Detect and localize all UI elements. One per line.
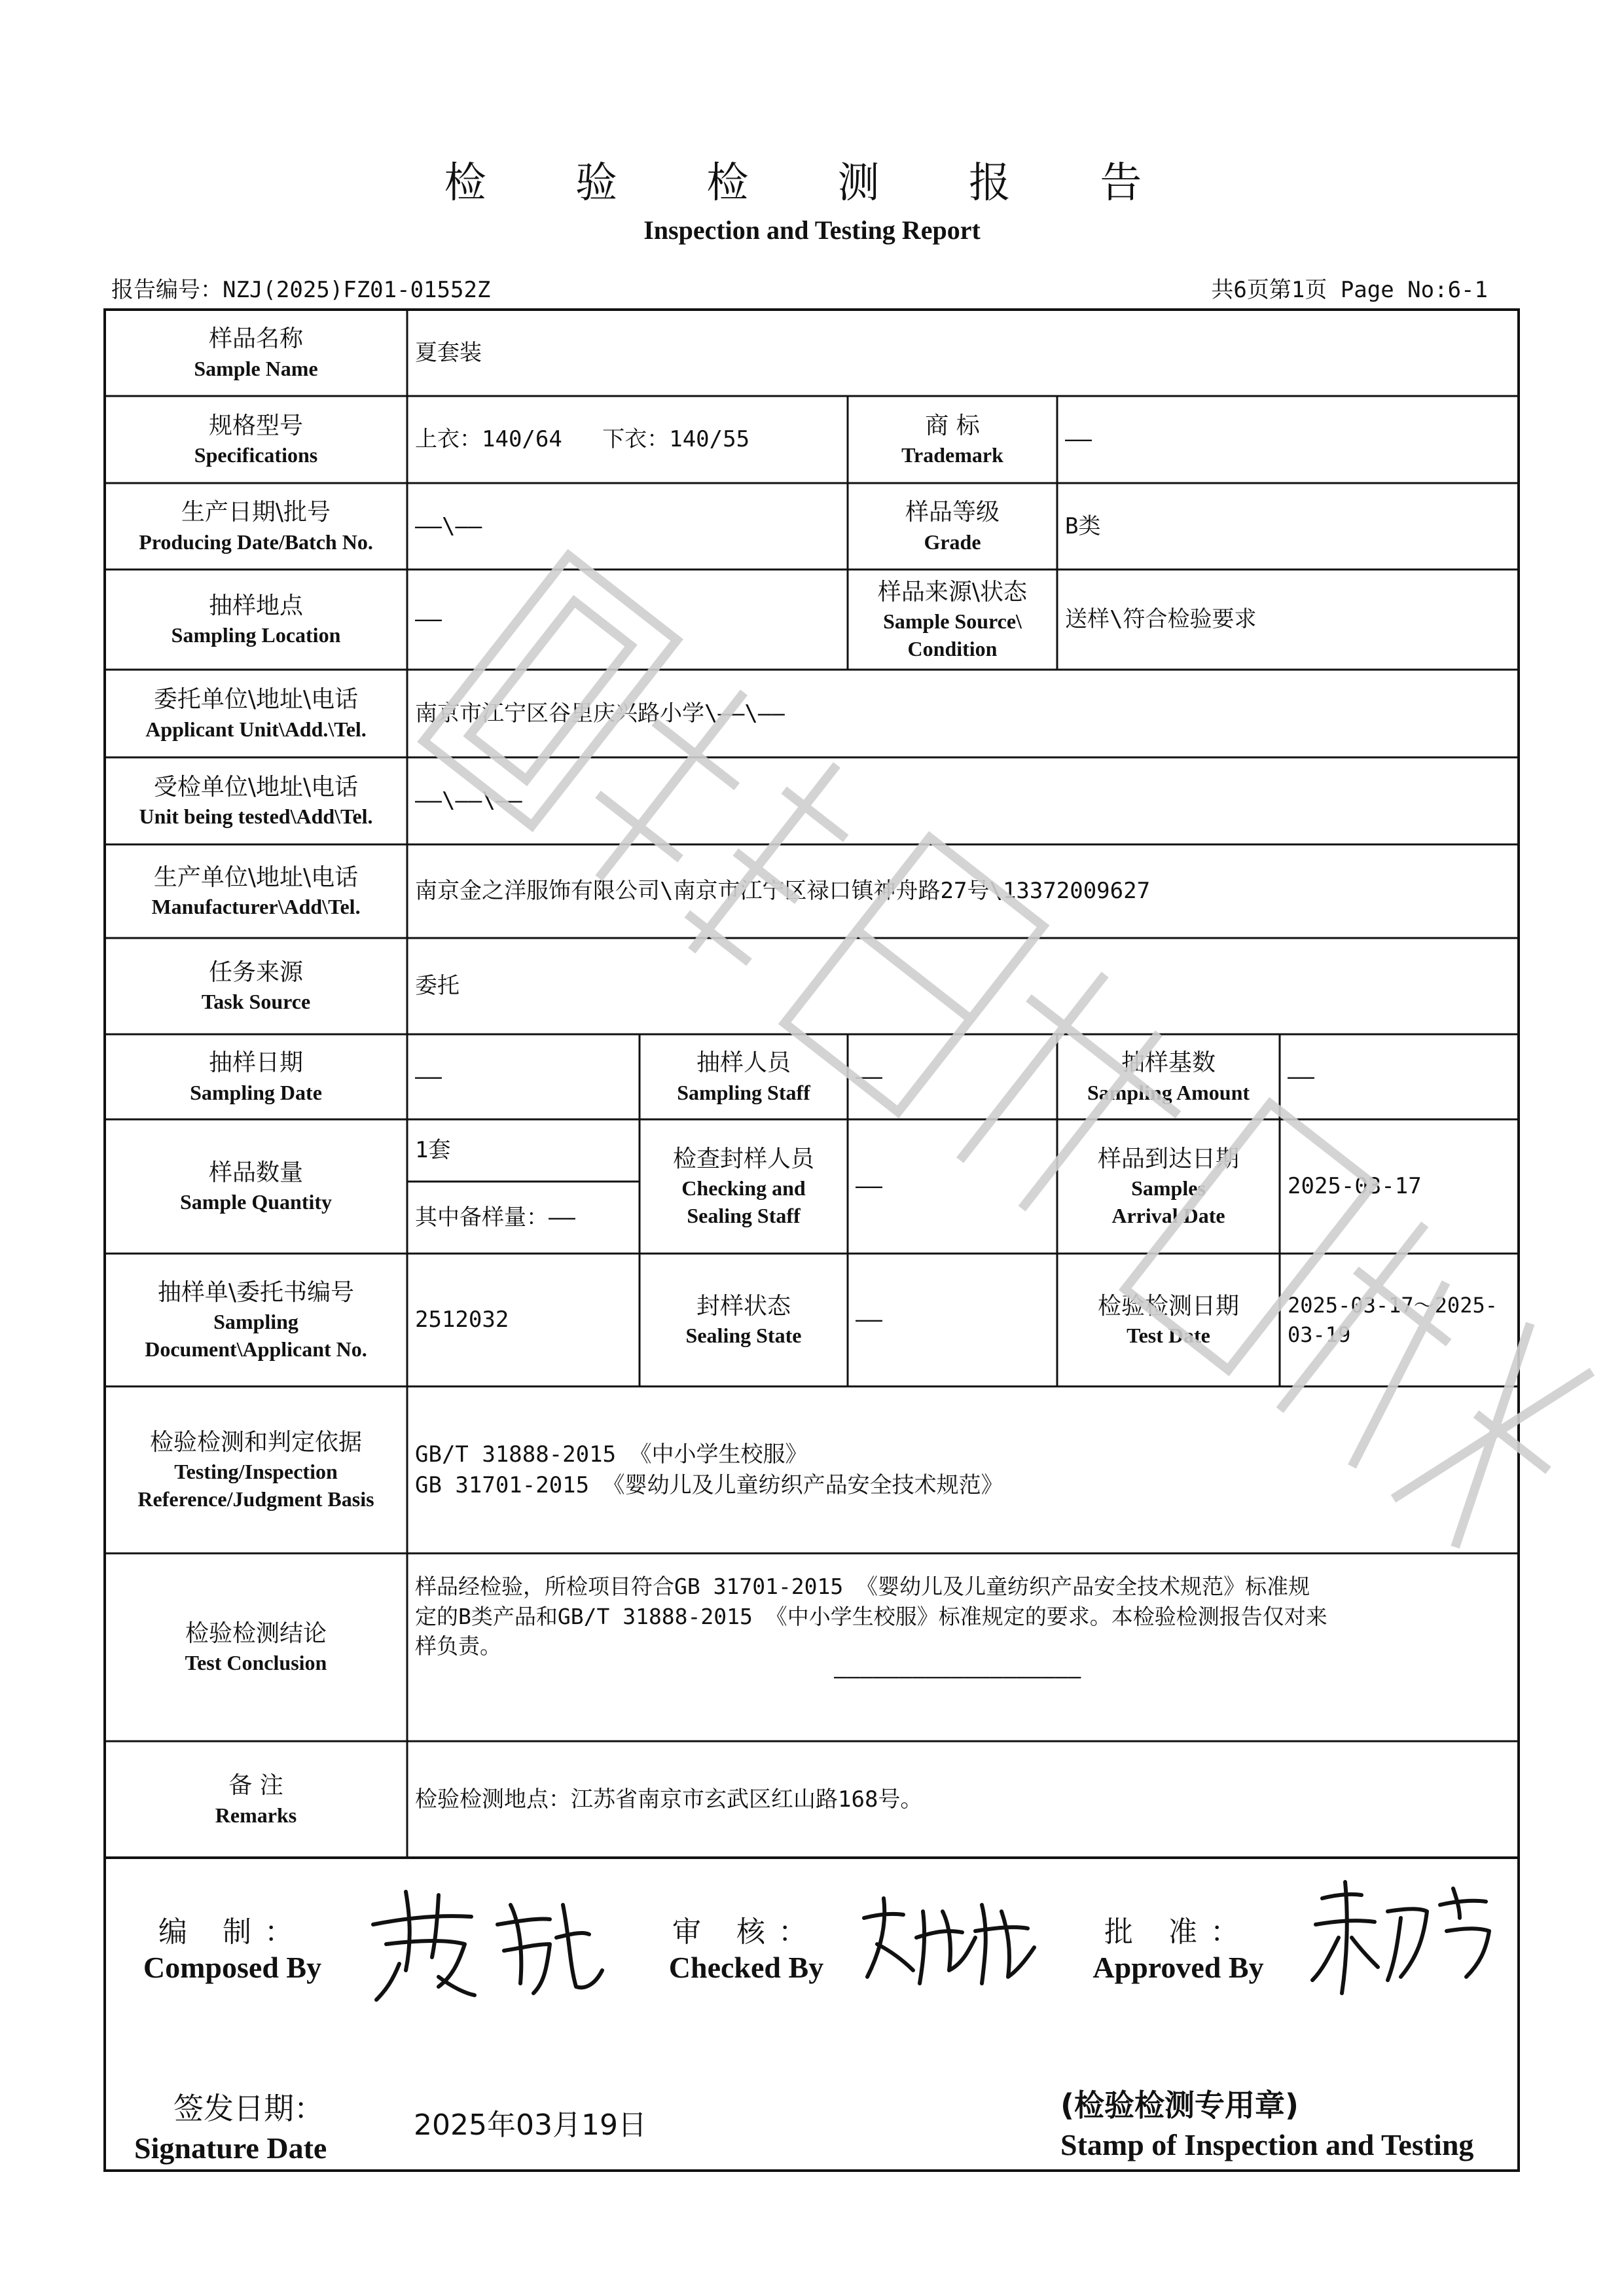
- end-line: ———————————————————: [834, 1663, 1081, 1689]
- label-cn: 检验检测结论: [185, 1619, 327, 1647]
- sampling-location-value: [407, 569, 848, 670]
- manufacturer-label: [105, 844, 407, 938]
- value-text: 南京金之洋服饰有限公司\南京市江宁区禄口镇神舟路27号\13372009627: [415, 878, 1151, 905]
- test-date-value: [1280, 1254, 1519, 1386]
- label-cn: 生产单位\地址\电话: [153, 863, 359, 891]
- label-en: Task Source: [201, 990, 311, 1014]
- sample-source-label: [848, 569, 1057, 670]
- label-en: Approved By: [1092, 1951, 1264, 1984]
- value-text: 2512032: [415, 1307, 509, 1333]
- label-en: Checked By: [668, 1951, 824, 1984]
- unit-tested-label: [105, 757, 407, 844]
- conclusion-value: [407, 1553, 1519, 1741]
- trademark-label: [848, 396, 1057, 483]
- label-en: Test Date: [1127, 1324, 1210, 1348]
- label-en: Trademark: [901, 443, 1003, 467]
- report-number: 报告编号：NZJ(2025)FZ01-01552Z: [111, 277, 491, 303]
- approved-signature: [1303, 1872, 1499, 2003]
- grade-label: [848, 483, 1057, 569]
- sample-source-value: [1057, 569, 1519, 670]
- sample-name-value: [407, 310, 1519, 396]
- value-text: ——\——\——: [415, 787, 522, 814]
- label-en: Reference/Judgment Basis: [137, 1487, 374, 1511]
- specifications-value: [407, 396, 848, 483]
- label-cn: 检验检测日期: [1097, 1292, 1239, 1320]
- composed-by-label: [111, 1908, 353, 1985]
- value-text: 2025-03-17: [1288, 1173, 1422, 1200]
- checking-staff-value: [848, 1119, 1057, 1254]
- value-text: ——: [1288, 1063, 1314, 1090]
- label-en: Sealing State: [685, 1324, 802, 1348]
- label-en: Applicant Unit\Add.\Tel.: [145, 717, 367, 741]
- label-en: Producing Date/Batch No.: [139, 530, 373, 554]
- value-text: 夏套装: [415, 339, 482, 366]
- value-text: ——: [1065, 426, 1092, 453]
- label-cn: 样品来源\状态: [877, 578, 1028, 605]
- value-text: 1套: [415, 1137, 451, 1164]
- sample-quantity-value: [407, 1119, 640, 1182]
- sample-name-label: [105, 310, 407, 396]
- label-cn: 编 制：: [158, 1915, 306, 1949]
- label-cn: 样品等级: [905, 499, 1000, 526]
- task-source-value: [407, 938, 1519, 1034]
- arrival-date-value: [1280, 1119, 1519, 1254]
- value-text: 送样\符合检验要求: [1065, 606, 1257, 633]
- label-cn: 样品到达日期: [1097, 1145, 1239, 1172]
- label-cn: 商 标: [925, 412, 980, 439]
- value-text: 样负责。: [415, 1633, 501, 1659]
- remarks-value: [407, 1741, 1519, 1858]
- sealing-state-value: [848, 1254, 1057, 1386]
- label-en: Sampling Amount: [1087, 1080, 1250, 1104]
- label-en: Sampling Staff: [677, 1080, 810, 1104]
- sampling-amount-value: [1280, 1034, 1519, 1119]
- value-text: GB/T 31888-2015 《中小学生校服》: [415, 1441, 808, 1468]
- conclusion-label: [105, 1553, 407, 1741]
- checked-by-label: [648, 1908, 844, 1985]
- label-en: Sealing Staff: [687, 1204, 801, 1228]
- applicant-value: [407, 670, 1519, 757]
- trademark-value: [1057, 396, 1519, 483]
- producing-date-label: [105, 483, 407, 569]
- label-cn: 生产日期\批号: [181, 499, 331, 526]
- label-en: Unit being tested\Add\Tel.: [139, 804, 373, 829]
- label-en: Arrival Date: [1111, 1204, 1225, 1228]
- label-cn: 规格型号: [208, 412, 303, 439]
- label-en: Sample Name: [194, 356, 318, 380]
- label-en: Manufacturer\Add\Tel.: [151, 895, 361, 919]
- value-text: 南京市江宁区谷里庆兴路小学\——\——: [415, 700, 785, 727]
- label-cn: 审 核：: [672, 1915, 820, 1949]
- value-text: 2025-03-17～2025-: [1288, 1293, 1498, 1318]
- label-cn: 受检单位\地址\电话: [153, 773, 359, 801]
- manufacturer-value: [407, 844, 1519, 938]
- checking-staff-label: [640, 1119, 848, 1254]
- label-en: Sample Source\: [883, 609, 1022, 634]
- report-title-en: Inspection and Testing Report: [643, 215, 981, 245]
- producing-date-value: [407, 483, 848, 569]
- label-cn: 检验检测和判定依据: [149, 1428, 362, 1456]
- sampling-location-label: [105, 569, 407, 670]
- sampling-doc-value: [407, 1254, 640, 1386]
- applicant-label: [105, 670, 407, 757]
- label-en: Sample Quantity: [179, 1190, 333, 1214]
- sampling-amount-label: [1057, 1034, 1280, 1119]
- signature-date-label-en: Signature Date: [134, 2131, 327, 2165]
- label-cn: 抽样日期: [208, 1049, 303, 1077]
- approved-by-label: [1074, 1908, 1283, 1985]
- signature-date-value: 2025年03月19日: [414, 2108, 647, 2142]
- label-cn: 委托单位\地址\电话: [153, 686, 359, 714]
- basis-label: [105, 1386, 407, 1553]
- label-en: Sampling: [213, 1310, 298, 1334]
- stamp-label-en: Stamp of Inspection and Testing: [1060, 2128, 1474, 2161]
- label-cn: 抽样单\委托书编号: [157, 1278, 355, 1306]
- signature-date-label-cn: 签发日期：: [173, 2091, 324, 2126]
- label-en: Document\Applicant No.: [145, 1337, 367, 1362]
- label-en: Specifications: [194, 443, 318, 467]
- report-title-cn: 检 验 检 测 报 告: [444, 159, 1180, 208]
- checked-signature: [851, 1885, 1047, 1997]
- label-en: Testing/Inspection: [174, 1460, 338, 1484]
- sampling-staff-label: [640, 1034, 848, 1119]
- sampling-doc-label: [105, 1254, 407, 1386]
- reserve-quantity-value: [407, 1182, 640, 1254]
- sealing-state-label: [640, 1254, 848, 1386]
- page-number: 共6页第1页 Page No:6-1: [1211, 277, 1488, 303]
- value-text: ——: [415, 606, 442, 633]
- value-text: 定的B类产品和GB/T 31888-2015 《中小学生校服》标准规定的要求。本检验检测报告仅对来: [415, 1603, 1327, 1629]
- label-en: Test Conclusion: [185, 1651, 327, 1675]
- sampling-date-label: [105, 1034, 407, 1119]
- test-date-label: [1057, 1254, 1280, 1386]
- label-en: Checking and: [681, 1176, 806, 1201]
- sampling-staff-value: [848, 1034, 1057, 1119]
- basis-value: [407, 1386, 1519, 1553]
- label-en: Sampling Date: [190, 1080, 322, 1104]
- unit-tested-value: [407, 757, 1519, 844]
- label-cn: 检查封样人员: [672, 1145, 814, 1172]
- label-cn: 批 准：: [1104, 1915, 1252, 1949]
- value-text: 检验检测地点：江苏省南京市玄武区红山路168号。: [415, 1786, 923, 1813]
- composed-signature: [360, 1879, 609, 2010]
- label-en: Remarks: [215, 1803, 297, 1827]
- value-text: ——: [856, 1063, 882, 1090]
- label-cn: 抽样地点: [208, 592, 303, 619]
- label-cn: 样品名称: [208, 325, 303, 353]
- value-text: 其中备样量：——: [415, 1204, 575, 1231]
- value-text: 上衣：140/64 下衣：140/55: [415, 426, 750, 453]
- task-source-label: [105, 938, 407, 1034]
- grade-value: [1057, 483, 1519, 569]
- label-en: Grade: [924, 530, 981, 554]
- label-cn: 样品数量: [208, 1159, 303, 1186]
- sample-quantity-label: [105, 1119, 407, 1254]
- label-cn: 备 注: [228, 1772, 283, 1799]
- remarks-label: [105, 1741, 407, 1858]
- value-text: ——\——: [415, 513, 482, 539]
- value-text: 样品经检验，所检项目符合GB 31701-2015 《婴幼儿及儿童纺织产品安全技术规范》标准规: [415, 1574, 1310, 1599]
- label-cn: 抽样人员: [696, 1049, 791, 1077]
- arrival-date-label: [1057, 1119, 1280, 1254]
- value-text: 委托: [415, 973, 460, 1000]
- label-cn: 任务来源: [208, 958, 303, 986]
- value-text: ——: [856, 1173, 882, 1200]
- label-en: Samples: [1131, 1176, 1206, 1201]
- stamp-label-cn: (检验检测专用章): [1060, 2087, 1299, 2123]
- label-cn: 封样状态: [696, 1292, 791, 1320]
- specifications-label: [105, 396, 407, 483]
- value-text: 03-19: [1288, 1322, 1351, 1347]
- value-text: ——: [415, 1063, 442, 1090]
- label-en: Sampling Location: [171, 623, 341, 647]
- label-en: Composed By: [143, 1951, 322, 1984]
- label-cn: 抽样基数: [1121, 1049, 1216, 1077]
- value-text: GB 31701-2015 《婴幼儿及儿童纺织产品安全技术规范》: [415, 1472, 1003, 1498]
- value-text: ——: [856, 1307, 882, 1333]
- value-text: B类: [1065, 513, 1101, 539]
- sampling-date-value: [407, 1034, 640, 1119]
- label-en: Condition: [907, 637, 998, 661]
